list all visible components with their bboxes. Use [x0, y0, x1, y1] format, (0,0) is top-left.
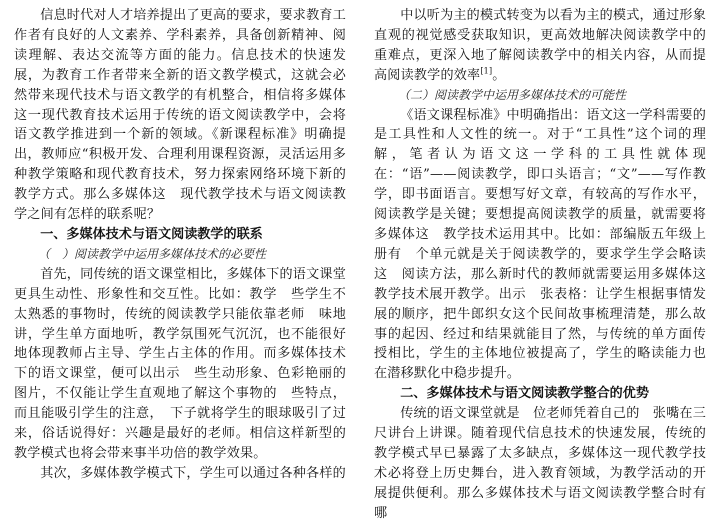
section-heading-2: 二、多媒体技术与语文阅读教学整合的优势 — [400, 386, 649, 402]
citation-ref: [1] — [480, 66, 493, 76]
continued-paragraph-text: 中以听为主的模式转变为以看为主的模式，通过形象直观的视觉感受获取知识，更高效地解决阅读教学中的重难点，更深入地了解阅读教学中的相关内容，从而提高阅读教学的效率 — [374, 8, 706, 83]
paragraph-firstly: 首先，同传统的语文课堂相比，多媒体下的语文课堂更具生动性、形象性和交互性。比如：教学 些学生不太熟悉的事物时，传统的阅读教学只能依靠老师 味地讲，学生单方面地听，教学氛围死气沉沉，也不能很好地体现教师占主导、学生占主体的作用。而多媒体技术下的语文课堂，便可以出示 些生动形象、色彩艳丽的图片，不仅能让学生直观地了解这个事物的 些特点，而且能吸引学生的注意， 下子就将学生的眼球吸引了过来，俗话说得好：兴趣是最好的老师。相信这样新型的教学模式也将会带来事半功倍的教学效果。 — [14, 266, 346, 461]
right-column — [374, 6, 720, 524]
continued-paragraph — [374, 6, 706, 86]
section-heading-1: 一、多媒体技术与语文阅读教学的联系 — [40, 226, 263, 242]
paragraph-advantages: 传统的语文课堂就是 位老师凭着自己的 张嘴在三尺讲台上讲课。随着现代信息技术的快速发展，传统的教学模式早已暴露了太多缺点，多媒体这一现代教学技术必将登上历史舞台，进入教育领域，为教学活动的开展提供便利。那么多媒体技术与语文阅读教学整合时有哪 — [374, 406, 706, 521]
paragraph-secondly: 其次，多媒体教学模式下，学生可以通过各种各样的 — [40, 465, 346, 481]
left-column — [14, 6, 346, 484]
continued-paragraph-end: 。 — [492, 67, 506, 83]
subsection-heading-1-2: （二）阅读教学中运用多媒体技术的可能性 — [398, 87, 627, 102]
subsection-heading-1-1: （ ）阅读教学中运用多媒体技术的必要性 — [38, 246, 267, 261]
intro-paragraph: 信息时代对人才培养提出了更高的要求，要求教育工作者有良好的人文素养、学科素养，具备创新精神、阅读理解、表达交流等方面的能力。信息技术的快速发展，为教育工作者带来全新的语文教学模式，这就会必然带来现代技术与语文教学的有机整合，相信将多媒体这一现代教育技术运用于传统的语文阅读教学中，会将语文教学推进到一个新的领域。《新课程标准》明确提出，教师应“积极开发、合理利用课程资源，灵活运用多种教学策略和现代教育技术，努力探索网络环境下新的教学方式。那么多媒体这 现代教学技术与语文阅读教学之间有怎样的联系呢？ — [14, 8, 346, 223]
paragraph-possibility: 《语文课程标准》中明确指出：语文这一学科需要的是工具性和人文性的统一。对于“工具性”这个词的理解，笔者认为语文这一学科的工具性就体现在：“语”——阅读教学，即口头语言；“文”——写作教学，即书面语言。要想写好文章，有较高的写作水平，阅读教学是关键；要想提高阅读教学的质量，就需要将多媒体这 教学技术运用其中。比如：部编版五年级上册有 个单元就是关于阅读教学的，要求学生学会略读这 阅读方法，那么新时代的教师就需要运用多媒体这 教学技术展开教学。出示 张表格：让学生根据事情发展的顺序，把牛郎织女这个民间故事梳理清楚，那么故事的起因、经过和结果就能目了然，与传统的单方面传授相比，学生的主体地位被提高了，学生的略读能力也在潜移默化中稳步提升。 — [374, 107, 720, 382]
